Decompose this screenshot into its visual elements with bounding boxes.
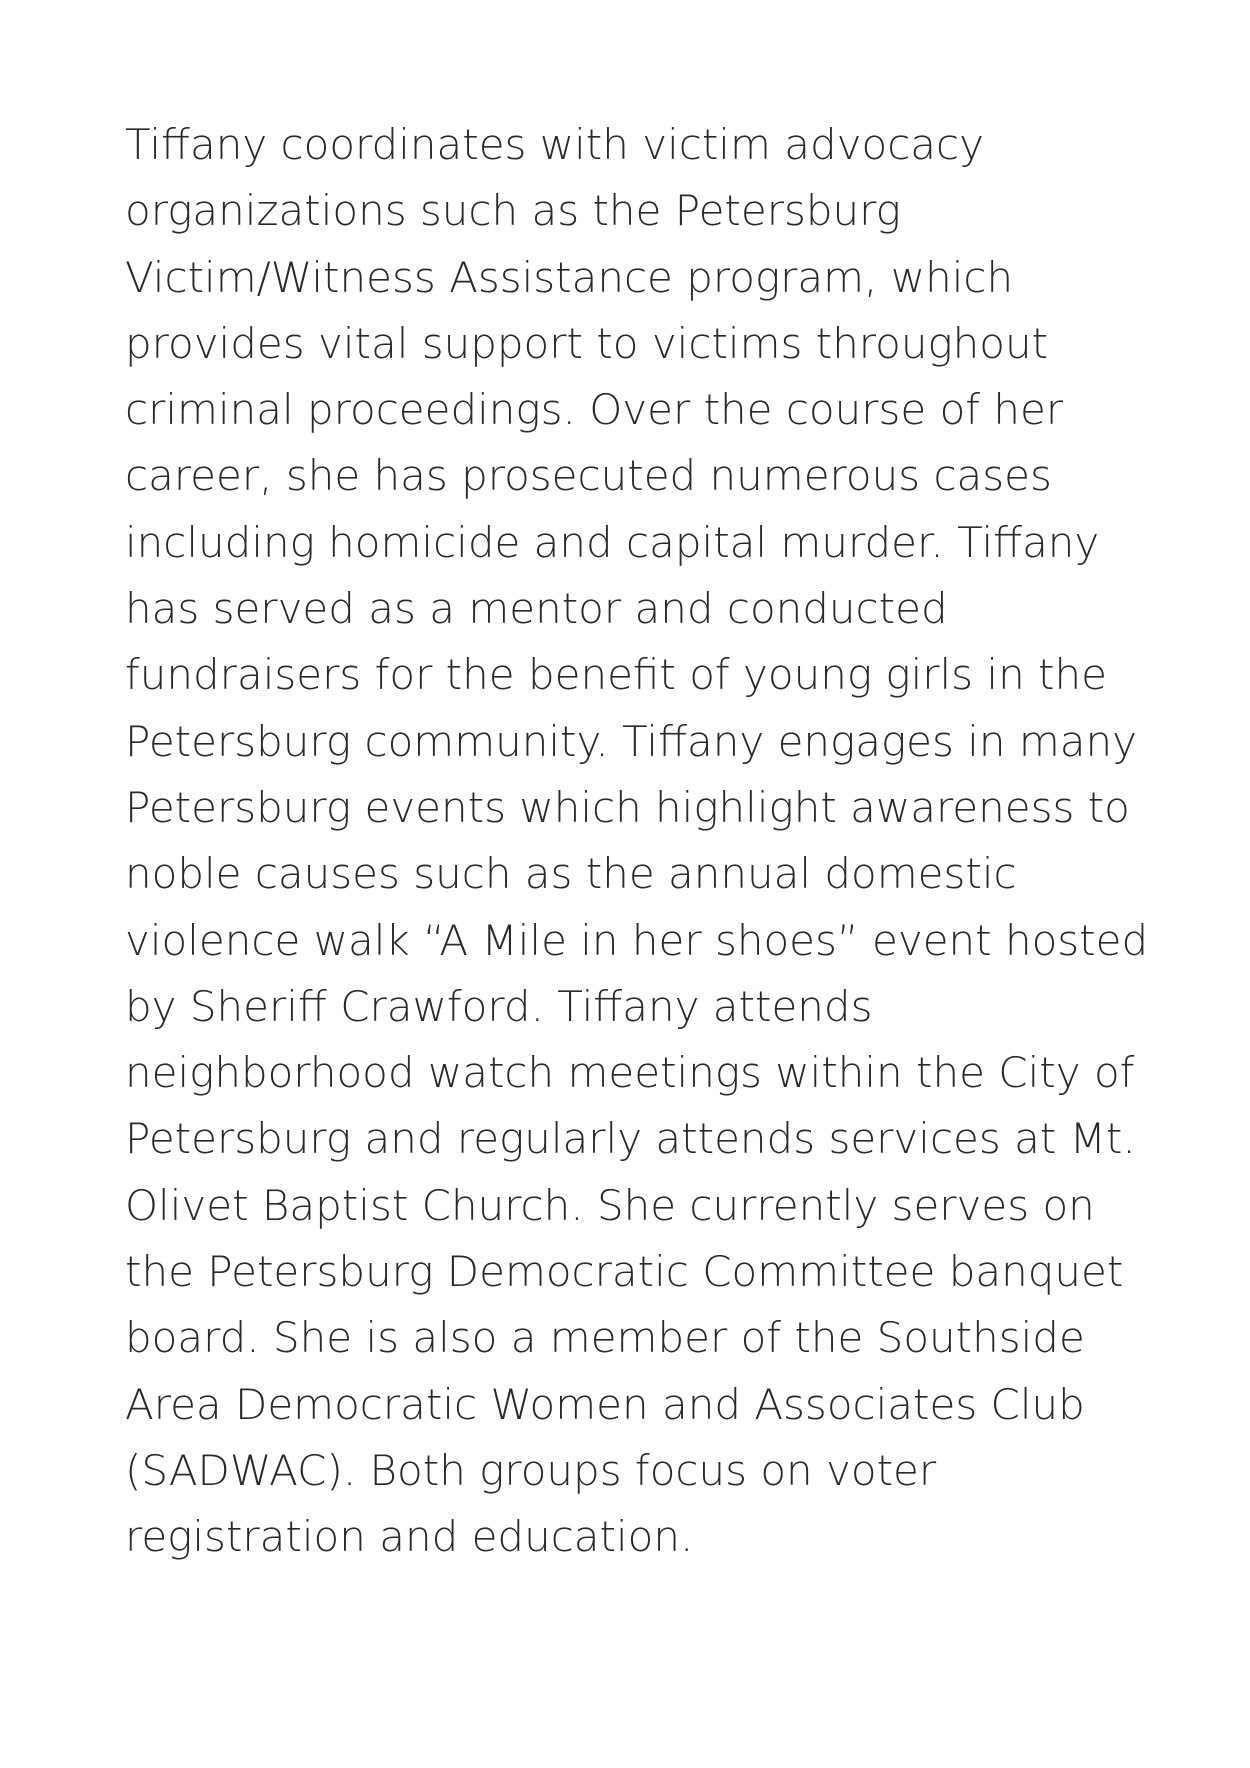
paragraph-line: Victim/Witness Assistance program, which (125, 252, 1014, 302)
paragraph-line: including homicide and capital murder. Tiffany (125, 517, 1100, 567)
paragraph-line: the Petersburg Democratic Committee banquet (125, 1247, 1124, 1297)
paragraph-line: criminal proceedings. Over the course of her (125, 385, 1064, 435)
paragraph-line: Petersburg community. Tiffany engages in many (125, 716, 1138, 766)
body-paragraph (125, 112, 1155, 1571)
paragraph-line: Area Democratic Women and Associates Club (125, 1379, 1085, 1429)
paragraph-line: Tiffany coordinates with victim advocacy (125, 120, 984, 169)
paragraph-line: fundraisers for the benefit of young girls in the (125, 650, 1107, 700)
paragraph-line: has served as a mentor and conducted (125, 584, 948, 634)
paragraph-line: Petersburg and regularly attends services at Mt. (125, 1114, 1136, 1164)
paragraph-line: board. She is also a member of the Southside (125, 1313, 1085, 1363)
paragraph-line: registration and education. (125, 1512, 694, 1562)
paragraph-line: neighborhood watch meetings within the City of (125, 1048, 1135, 1098)
paragraph-line: by Sheriff Crawford. Tiffany attends (125, 981, 873, 1031)
paragraph-line: Petersburg events which highlight awareness to (125, 782, 1130, 832)
paragraph-line: (SADWAC). Both groups focus on voter (125, 1445, 937, 1495)
paragraph-line: organizations such as the Petersburg (125, 186, 901, 236)
paragraph-line: career, she has prosecuted numerous cases (125, 451, 1052, 501)
paragraph-line: provides vital support to victims throughout (125, 318, 1049, 368)
paragraph-line: noble causes such as the annual domestic (125, 849, 1017, 899)
paragraph-line: violence walk “A Mile in her shoes” event hosted (125, 915, 1149, 965)
paragraph-line: Olivet Baptist Church. She currently serves on (125, 1180, 1095, 1230)
